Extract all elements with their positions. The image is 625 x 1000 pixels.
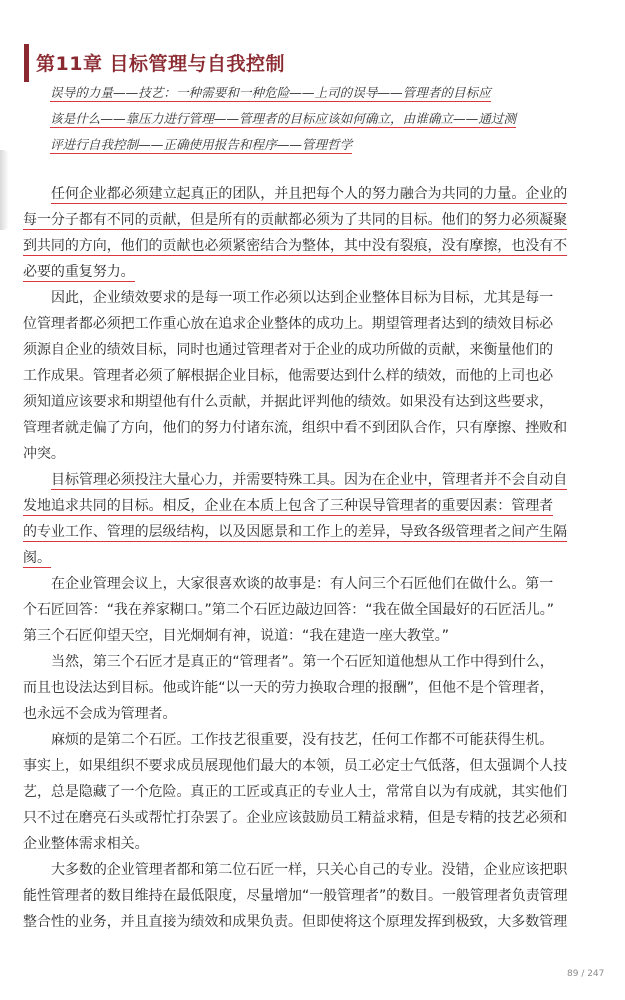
paragraph: 在企业管理会议上，大家很喜欢谈的故事是：有人问三个石匠他们在做什么。第一 个石匠回答：“我在养家糊口。”第二个石匠边敲边回答：“我在做全国最好的石匠活儿。” 第三个石匠仰望天空，目光炯炯有神，说道：“我在建造一座大教堂。” xyxy=(23,576,554,644)
highlighted-text[interactable]: 阂。 xyxy=(23,550,51,566)
chapter-body xyxy=(23,181,609,935)
highlighted-text[interactable]: 的专业工作、管理的层级结构，以及因愿景和工作上的差异，导致各级管理者之间产生隔 xyxy=(23,524,568,540)
chapter-title-accent-bar xyxy=(24,44,29,82)
page-indicator: 89 / 247 xyxy=(567,969,605,979)
chapter-title: 第11章 目标管理与自我控制 xyxy=(36,53,286,75)
chapter-summary xyxy=(50,80,610,158)
summary-line: 该是什么——靠压力进行管理——管理者的目标应该如何确立，由谁确立——通过测 xyxy=(50,111,516,126)
highlighted-text[interactable]: 每一分子都有不同的贡献，但是所有的贡献都必须为了共同的目标。他们的努力必须凝聚 xyxy=(23,212,568,228)
paragraph: 当然，第三个石匠才是真正的“管理者”。第一个石匠知道他想从工作中得到什么， 而且也设法达到目标。他或许能“以一天的劳力换取合理的报酬”，但他不是个管理者， 也永远不会成为管理者。 xyxy=(23,654,554,722)
paragraph: 大多数的企业管理者都和第二位石匠一样，只关心自己的专业。没错，企业应该把职 能性管理者的数目维持在最低限度，尽量增加“一般管理者”的数目。一般管理者负责管理 整合性的业务，并且直接为绩效和成果负责。但即使将这个原理发挥到极致，大多数管理 xyxy=(23,862,568,930)
highlighted-text[interactable]: 到共同的方向，他们的贡献也必须紧密结合为整体，其中没有裂痕，没有摩擦，也没有不 xyxy=(23,238,568,254)
summary-line: 评进行自我控制——正确使用报告和程序——管理哲学 xyxy=(50,137,353,152)
highlighted-text[interactable]: 发地追求共同的目标。相反，企业在本质上包含了三种误导管理者的重要因素：管理者 xyxy=(23,498,554,514)
highlighted-text[interactable]: 必要的重复努力。 xyxy=(23,264,135,280)
page-edge-shadow xyxy=(0,150,9,230)
paragraph: 因此，企业绩效要求的是每一项工作必须以达到企业整体目标为目标，尤其是每一 位管理者都必须把工作重心放在追求企业整体的成功上。期望管理者达到的绩效目标必 须源自企业的绩效目标，同时也通过管理者对于企业的成功所做的贡献，来衡量他们的 工作成果。管理者必须了解根据企业目标，他需要达到什么样的绩效，而他的上司也必 须知道应该要求和期望他有什么贡献，并据此评判他的绩效。如果没有达到这些要求， 管理者就走偏了方向，他们的努力付诸东流，组织中看不到团队合作，只有摩擦、挫败和 冲突。 xyxy=(23,290,568,462)
paragraph: 麻烦的是第二个石匠。工作技艺很重要，没有技艺，任何工作都不可能获得生机。 事实上，如果组织不要求成员展现他们最大的本领，员工必定士气低落，但太强调个人技 艺，总是隐藏了一个危险。真正的工匠或真正的专业人士，常常自以为有成就，其实他们 只不过在磨亮石头或帮忙打杂罢了。企业应该鼓励员工精益求精，但是专精的技艺必须和 企业整体需求相关。 xyxy=(23,732,568,852)
summary-line: 误导的力量——技艺：一种需要和一种危险——上司的误导——管理者的目标应 xyxy=(50,85,491,100)
highlighted-text[interactable]: 目标管理必须投注大量心力，并需要特殊工具。因为在企业中，管理者并不会自动自 xyxy=(51,472,568,488)
highlighted-text[interactable]: 任何企业都必须建立起真正的团队，并且把每个人的努力融合为共同的力量。企业的 xyxy=(51,186,568,202)
paragraph xyxy=(23,181,609,285)
paragraph xyxy=(23,467,609,571)
